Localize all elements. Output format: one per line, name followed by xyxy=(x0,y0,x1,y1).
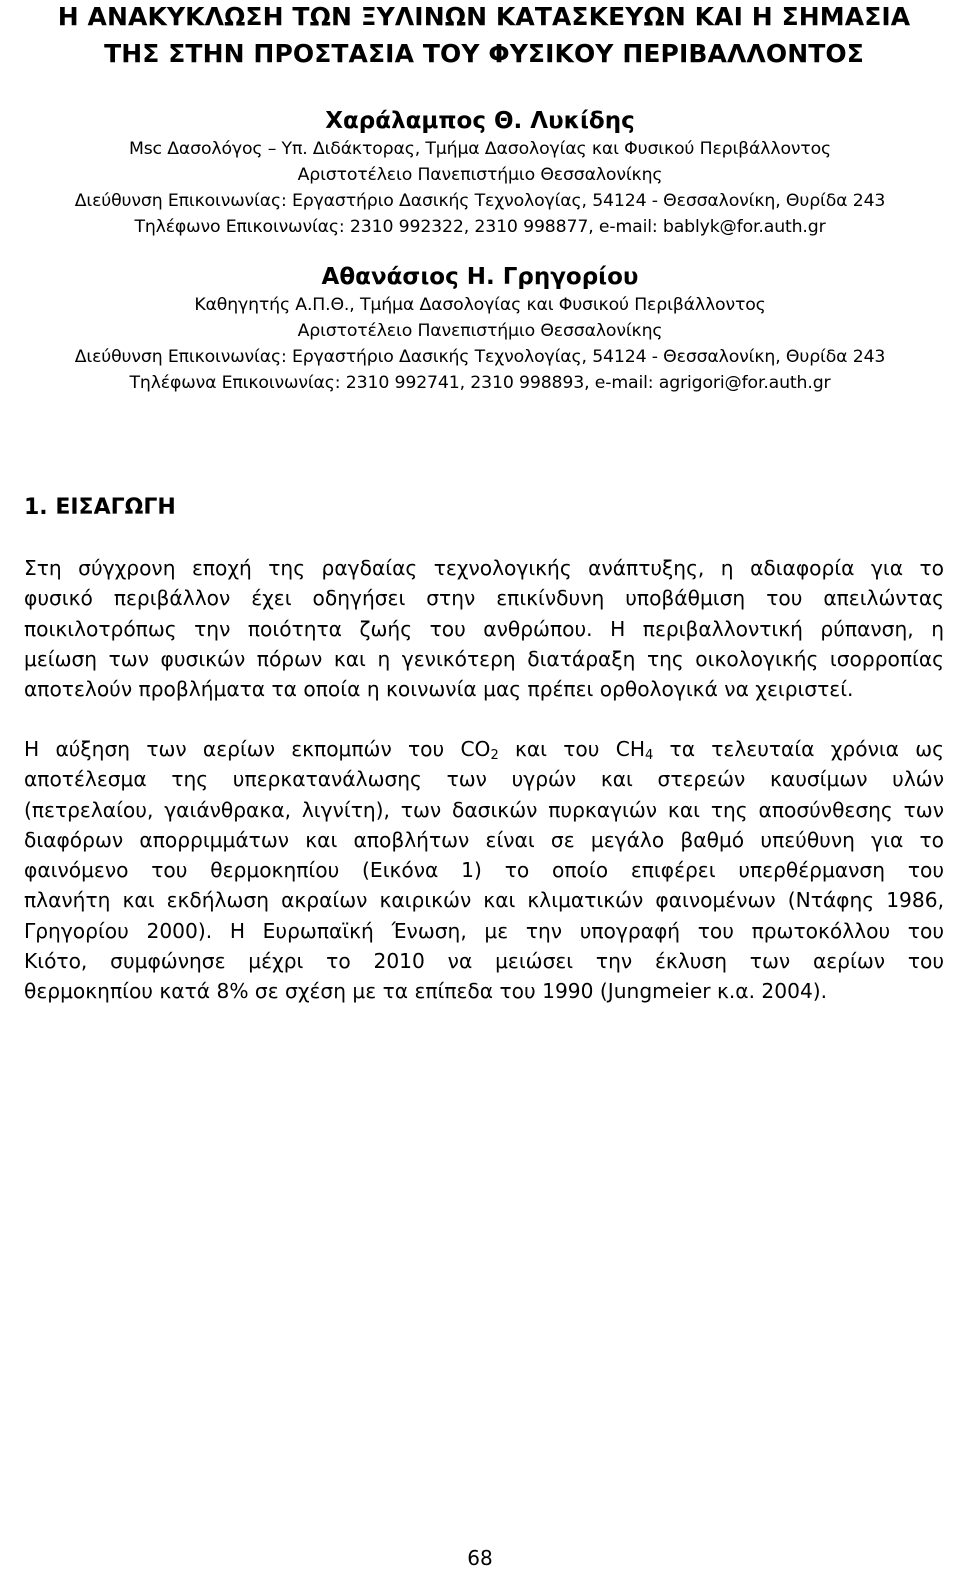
paragraph-line: ποικιλοτρόπως την ποιότητα ζωής του ανθρώπου. Η περιβαλλοντική ρύπανση, η xyxy=(24,616,944,641)
paragraph-line: θερμοκηπίου κατά 8% σε σχέση με τα επίπεδα του 1990 (Jungmeier κ.α. 2004). xyxy=(24,979,828,1004)
author-affiliation-line: Msc Δασολόγος – Υπ. Διδάκτορας, Τμήμα Δασολογίας και Φυσικού Περιβάλλοντος xyxy=(128,139,832,159)
author-block-2 xyxy=(0,262,960,396)
section-title: ΕΙΣΑΓΩΓΗ xyxy=(55,495,176,520)
page-number: 68 xyxy=(467,1546,493,1570)
author-affiliation-line: Καθηγητής Α.Π.Θ., Τμήμα Δασολογίας και Φυσικού Περιβάλλοντος xyxy=(194,295,766,315)
paragraph-line: πλανήτη και εκδήλωση ακραίων καιρικών και κλιματικών φαινομένων (Ντάφης 1986, xyxy=(24,888,944,913)
paragraph-line xyxy=(24,734,944,764)
author-contact-line: Τηλέφωνο Επικοινωνίας: 2310 992322, 2310 998877, e-mail: bablyk@for.auth.gr xyxy=(134,217,826,237)
author-block-1 xyxy=(0,106,960,240)
paragraph-line: αποτελούν προβλήματα τα οποία η κοινωνία μας πρέπει ορθολογικά να χειριστεί. xyxy=(24,677,854,702)
author-name: Χαράλαμπος Θ. Λυκίδης xyxy=(325,108,635,134)
paragraph-line: μείωση των φυσικών πόρων και η γενικότερη διατάραξη της οικολογικής ισορροπίας xyxy=(24,646,944,671)
text-segment: Η αύξηση των αερίων εκπομπών του CO xyxy=(24,737,491,761)
author-contact-line: Τηλέφωνα Επικοινωνίας: 2310 992741, 2310 998893, e-mail: agrigori@for.auth.gr xyxy=(129,373,831,393)
author-address-line: Διεύθυνση Επικοινωνίας: Εργαστήριο Δασικής Τεχνολογίας, 54124 - Θεσσαλονίκη, Θυρίδα 243 xyxy=(74,191,886,211)
title-line-2: ΤΗΣ ΣΤΗΝ ΠΡΟΣΤΑΣΙΑ ΤΟΥ ΦΥΣΙΚΟΥ ΠΕΡΙΒΑΛΛΟΝΤΟΣ xyxy=(104,39,864,68)
text-segment: και του CH xyxy=(498,737,646,761)
title-line-1: Η ΑΝΑΚΥΚΛΩΣΗ ΤΩΝ ΞΥΛΙΝΩΝ ΚΑΤΑΣΚΕΥΩΝ ΚΑΙ Η ΣΗΜΑΣΙΑ xyxy=(57,2,911,31)
paragraph-line: φυσικό περιβάλλον έχει οδηγήσει στην επικίνδυνη υποβάθμιση του απειλώντας xyxy=(24,586,944,611)
paragraph-line: φαινόμενο του θερμοκηπίου (Εικόνα 1) το οποίο επιφέρει υπερθέρμανση του xyxy=(24,858,944,883)
subscript: 4 xyxy=(645,748,654,763)
section-number: 1. xyxy=(24,495,48,520)
text-segment: τα τελευταία χρόνια ως xyxy=(653,737,945,761)
author-name: Αθανάσιος Η. Γρηγορίου xyxy=(321,264,639,290)
section-heading xyxy=(24,493,176,523)
author-affiliation-line: Αριστοτέλειο Πανεπιστήμιο Θεσσαλονίκης xyxy=(297,321,663,341)
paragraph-line: (πετρελαίου, γαιάνθρακα, λιγνίτη), των δασικών πυρκαγιών και της αποσύνθεσης των xyxy=(24,797,944,822)
paragraph-1 xyxy=(24,553,944,704)
paragraph-line: Στη σύγχρονη εποχή της ραγδαίας τεχνολογικής ανάπτυξης, η αδιαφορία για το xyxy=(24,556,944,580)
paper-title xyxy=(24,0,944,72)
paragraph-line: Γρηγορίου 2000). Η Ευρωπαϊκή Ένωση, με την υπογραφή του πρωτοκόλλου του xyxy=(24,918,944,943)
paragraph-line: διαφόρων απορριμμάτων και αποβλήτων είναι σε μεγάλο βαθμό υπεύθυνη για το xyxy=(24,827,944,852)
paragraph-line: αποτέλεσμα της υπερκατανάλωσης των υγρών και στερεών καυσίμων υλών xyxy=(24,767,944,792)
paragraph-2 xyxy=(24,734,944,1007)
subscript: 2 xyxy=(490,748,499,763)
author-address-line: Διεύθυνση Επικοινωνίας: Εργαστήριο Δασικής Τεχνολογίας, 54124 - Θεσσαλονίκη, Θυρίδα 243 xyxy=(74,347,886,367)
paragraph-line: Κιότο, συμφώνησε μέχρι το 2010 να μειώσει την έκλυση των αερίων του xyxy=(24,949,944,974)
author-affiliation-line: Αριστοτέλειο Πανεπιστήμιο Θεσσαλονίκης xyxy=(297,165,663,185)
